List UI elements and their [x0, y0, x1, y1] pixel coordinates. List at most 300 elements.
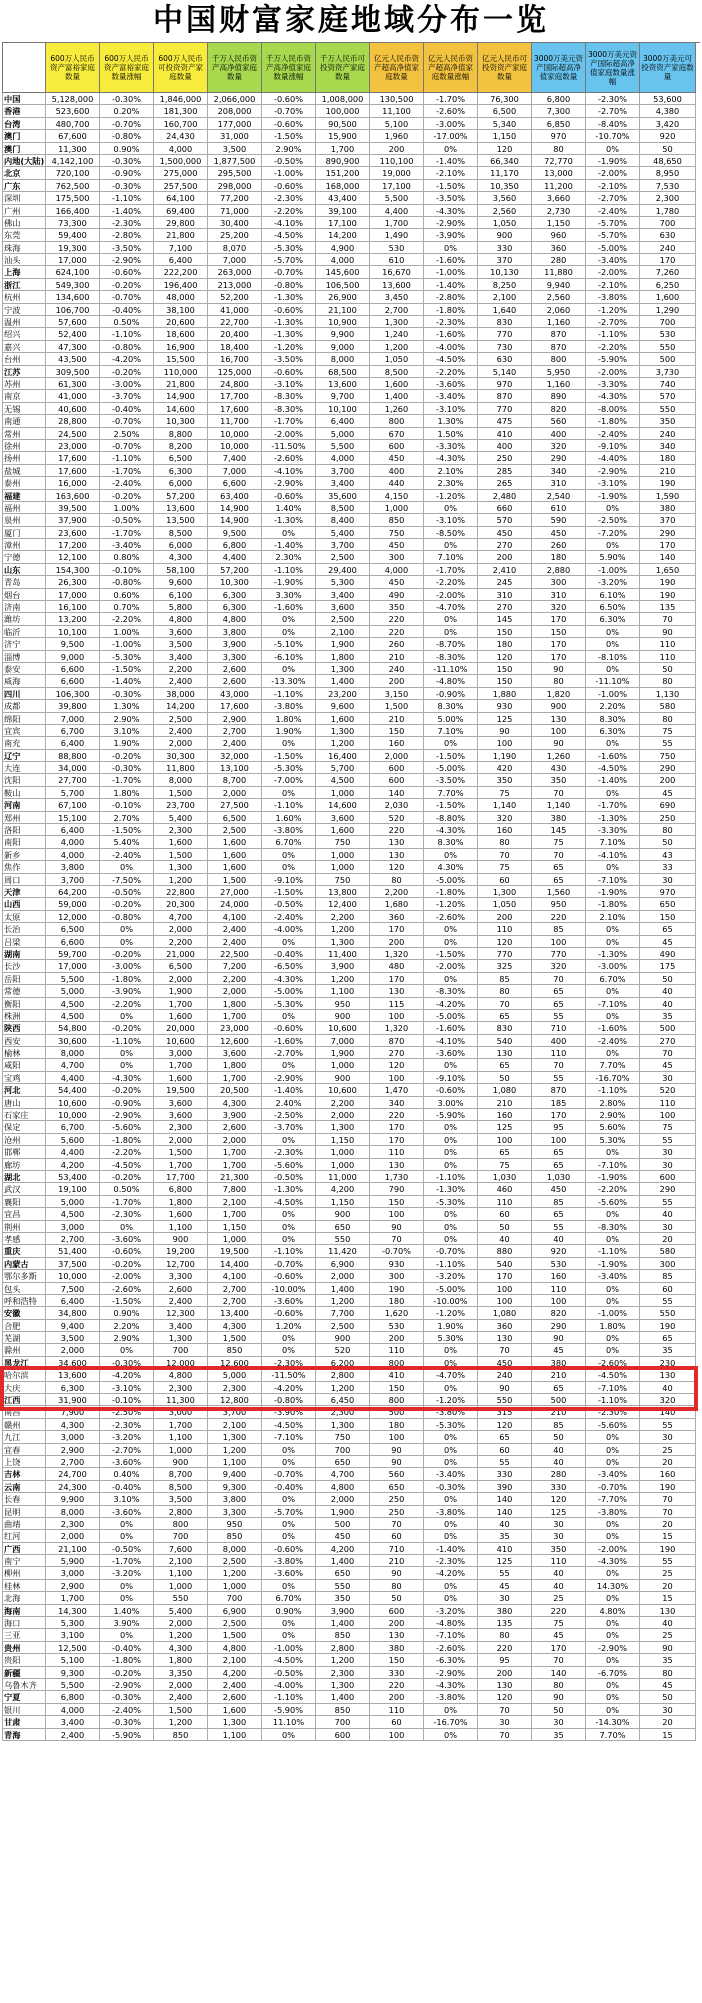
- table-row: [2, 1245, 700, 1257]
- value-cell: 7.10%: [424, 725, 478, 737]
- value-cell: 4,400: [46, 1072, 100, 1084]
- value-cell: -1.90%: [586, 1171, 640, 1183]
- value-cell: 3,300: [154, 1270, 208, 1282]
- value-cell: 4,300: [154, 1642, 208, 1654]
- value-cell: -2.60%: [262, 452, 316, 464]
- value-cell: 12,000: [46, 911, 100, 923]
- value-cell: -1.40%: [100, 205, 154, 217]
- value-cell: -1.10%: [262, 799, 316, 811]
- value-cell: 14,300: [46, 1605, 100, 1617]
- value-cell: 21,100: [46, 1543, 100, 1555]
- value-cell: 38,100: [154, 304, 208, 316]
- value-cell: 450: [532, 1183, 586, 1195]
- value-cell: 270: [478, 601, 532, 613]
- value-cell: 900: [316, 1072, 370, 1084]
- table-row: [2, 1035, 700, 1047]
- value-cell: 100: [532, 1295, 586, 1307]
- value-cell: 370: [640, 514, 696, 526]
- region-cell: 新疆: [2, 1667, 46, 1679]
- value-cell: 12,500: [46, 1642, 100, 1654]
- value-cell: -1.60%: [586, 1022, 640, 1034]
- value-cell: 85: [478, 973, 532, 985]
- value-cell: 0%: [262, 1456, 316, 1468]
- value-cell: 9,700: [316, 390, 370, 402]
- table-row: [2, 948, 700, 960]
- value-cell: 2,410: [478, 564, 532, 576]
- value-cell: 30: [640, 1704, 696, 1716]
- value-cell: 0%: [100, 1592, 154, 1604]
- value-cell: 0%: [424, 973, 478, 985]
- table-row: [2, 1196, 700, 1208]
- value-cell: 71,000: [208, 205, 262, 217]
- region-cell: 贵阳: [2, 1654, 46, 1666]
- value-cell: 26,900: [316, 291, 370, 303]
- region-cell: 荆州: [2, 1221, 46, 1233]
- value-cell: -3.40%: [424, 1468, 478, 1480]
- value-cell: -2.30%: [586, 93, 640, 105]
- value-cell: -4.50%: [100, 1159, 154, 1171]
- table-row: [2, 242, 700, 254]
- value-cell: 0%: [262, 1444, 316, 1456]
- value-cell: 6,300: [208, 589, 262, 601]
- value-cell: -5.00%: [424, 1283, 478, 1295]
- value-cell: 170: [370, 973, 424, 985]
- value-cell: 90: [532, 737, 586, 749]
- value-cell: 5,300: [316, 576, 370, 588]
- value-cell: -1.10%: [262, 1245, 316, 1257]
- value-cell: 6,000: [154, 539, 208, 551]
- value-cell: 1,700: [208, 1159, 262, 1171]
- value-cell: 110,100: [370, 155, 424, 167]
- table-row: [2, 502, 700, 514]
- value-cell: -2.70%: [100, 1444, 154, 1456]
- value-cell: -1.60%: [262, 601, 316, 613]
- value-cell: 0%: [586, 923, 640, 935]
- value-cell: 450: [370, 539, 424, 551]
- value-cell: 950: [316, 998, 370, 1010]
- value-cell: 3,100: [46, 1629, 100, 1641]
- value-cell: -7.70%: [586, 1493, 640, 1505]
- value-cell: 38,000: [154, 688, 208, 700]
- value-cell: 600: [640, 1171, 696, 1183]
- value-cell: -4.50%: [586, 762, 640, 774]
- value-cell: 1,700: [154, 1159, 208, 1171]
- value-cell: 3,800: [208, 1493, 262, 1505]
- value-cell: 0.90%: [262, 1605, 316, 1617]
- value-cell: 80: [532, 1679, 586, 1691]
- value-cell: 2.10%: [586, 911, 640, 923]
- value-cell: 40,600: [46, 403, 100, 415]
- table-row: [2, 1369, 700, 1381]
- value-cell: 15: [640, 1530, 696, 1542]
- value-cell: 0%: [262, 527, 316, 539]
- value-cell: -2.90%: [100, 1679, 154, 1691]
- value-cell: 500: [640, 353, 696, 365]
- value-cell: 220: [370, 1109, 424, 1121]
- value-cell: 1,200: [316, 1382, 370, 1394]
- region-cell: 中国: [2, 93, 46, 105]
- value-cell: 380: [532, 1357, 586, 1369]
- column-header: 600万人民币资产富裕家庭数量: [46, 43, 100, 93]
- value-cell: 21,100: [316, 304, 370, 316]
- value-cell: 0%: [586, 143, 640, 155]
- value-cell: 95: [532, 1121, 586, 1133]
- value-cell: 250: [478, 452, 532, 464]
- value-cell: 3,000: [154, 1406, 208, 1418]
- value-cell: -3.80%: [424, 1406, 478, 1418]
- value-cell: 70: [370, 1518, 424, 1530]
- value-cell: -0.20%: [100, 1667, 154, 1679]
- wealth-table: [2, 42, 700, 1741]
- value-cell: 1,640: [478, 304, 532, 316]
- value-cell: 100: [478, 1134, 532, 1146]
- value-cell: 70: [532, 1654, 586, 1666]
- value-cell: 100: [370, 1072, 424, 1084]
- value-cell: 9,940: [532, 279, 586, 291]
- value-cell: 2.90%: [262, 143, 316, 155]
- value-cell: -0.80%: [100, 341, 154, 353]
- value-cell: 1,200: [370, 341, 424, 353]
- value-cell: 7.70%: [586, 1059, 640, 1071]
- value-cell: 60: [478, 1208, 532, 1220]
- value-cell: 400: [370, 465, 424, 477]
- table-row: [2, 799, 700, 811]
- value-cell: 2,300: [208, 1382, 262, 1394]
- value-cell: 0%: [262, 1629, 316, 1641]
- value-cell: 68,500: [316, 366, 370, 378]
- value-cell: 6.10%: [586, 589, 640, 601]
- value-cell: -1.80%: [100, 1134, 154, 1146]
- value-cell: 9,400: [46, 1320, 100, 1332]
- value-cell: -3.80%: [586, 1506, 640, 1518]
- value-cell: 69,400: [154, 205, 208, 217]
- value-cell: 2,400: [46, 1729, 100, 1741]
- value-cell: -0.60%: [262, 1543, 316, 1555]
- value-cell: 2,600: [208, 1121, 262, 1133]
- value-cell: -5.30%: [424, 1196, 478, 1208]
- region-cell: 北京: [2, 167, 46, 179]
- value-cell: 45: [640, 1679, 696, 1691]
- value-cell: 1,200: [154, 1716, 208, 1728]
- value-cell: -1.20%: [424, 1394, 478, 1406]
- value-cell: 750: [316, 1431, 370, 1443]
- value-cell: -5.00%: [424, 874, 478, 886]
- value-cell: 13,600: [154, 502, 208, 514]
- value-cell: 10,000: [46, 1109, 100, 1121]
- value-cell: 135: [640, 601, 696, 613]
- region-cell: 淄博: [2, 651, 46, 663]
- value-cell: -1.50%: [424, 948, 478, 960]
- value-cell: 380: [640, 502, 696, 514]
- value-cell: 17,000: [46, 589, 100, 601]
- value-cell: 17,000: [46, 960, 100, 972]
- value-cell: 90: [370, 1456, 424, 1468]
- region-cell: 青岛: [2, 576, 46, 588]
- value-cell: 23,600: [46, 527, 100, 539]
- region-cell: 无锡: [2, 403, 46, 415]
- value-cell: 3,900: [316, 960, 370, 972]
- value-cell: -4.30%: [424, 1679, 478, 1691]
- value-cell: 4,142,100: [46, 155, 100, 167]
- value-cell: 210: [370, 713, 424, 725]
- value-cell: 24,700: [46, 1468, 100, 1480]
- value-cell: 40: [532, 1456, 586, 1468]
- table-row: [2, 1258, 700, 1270]
- table-row: [2, 1307, 700, 1319]
- value-cell: 1,700: [208, 1010, 262, 1022]
- value-cell: 730: [478, 341, 532, 353]
- value-cell: 1,820: [532, 688, 586, 700]
- value-cell: 3,600: [316, 812, 370, 824]
- value-cell: -2.90%: [586, 465, 640, 477]
- value-cell: 1,000: [316, 849, 370, 861]
- value-cell: 0%: [424, 1431, 478, 1443]
- value-cell: 2,800: [154, 1506, 208, 1518]
- value-cell: 850: [316, 1704, 370, 1716]
- value-cell: -2.30%: [262, 1357, 316, 1369]
- value-cell: 110,000: [154, 366, 208, 378]
- value-cell: 55: [640, 1555, 696, 1567]
- value-cell: -3.60%: [262, 1567, 316, 1579]
- value-cell: 32,000: [208, 750, 262, 762]
- value-cell: 59,700: [46, 948, 100, 960]
- value-cell: 3,600: [154, 1097, 208, 1109]
- value-cell: 3,800: [46, 861, 100, 873]
- value-cell: 154,300: [46, 564, 100, 576]
- value-cell: 2,200: [154, 663, 208, 675]
- value-cell: 0.70%: [100, 601, 154, 613]
- value-cell: 550: [640, 403, 696, 415]
- value-cell: 120: [478, 651, 532, 663]
- value-cell: 9,900: [46, 1493, 100, 1505]
- value-cell: -4.30%: [424, 452, 478, 464]
- value-cell: 0%: [424, 143, 478, 155]
- value-cell: 55: [640, 1295, 696, 1307]
- region-cell: 唐山: [2, 1097, 46, 1109]
- value-cell: -2.20%: [100, 1146, 154, 1158]
- value-cell: 85: [532, 1419, 586, 1431]
- value-cell: 55: [640, 737, 696, 749]
- value-cell: 800: [370, 1394, 424, 1406]
- region-cell: 临沂: [2, 626, 46, 638]
- region-cell: 济宁: [2, 638, 46, 650]
- value-cell: 2,500: [316, 1320, 370, 1332]
- region-cell: 河南: [2, 799, 46, 811]
- region-cell: 西安: [2, 1035, 46, 1047]
- value-cell: 65: [532, 1382, 586, 1394]
- value-cell: 50: [532, 1704, 586, 1716]
- value-cell: 5,000: [46, 985, 100, 997]
- value-cell: 1,000: [208, 1233, 262, 1245]
- value-cell: 2,200: [154, 936, 208, 948]
- table-row: [2, 1332, 700, 1344]
- value-cell: 1,700: [154, 1059, 208, 1071]
- value-cell: 55: [478, 1456, 532, 1468]
- value-cell: 900: [316, 1208, 370, 1220]
- value-cell: 3,600: [154, 1109, 208, 1121]
- value-cell: 50: [640, 1691, 696, 1703]
- value-cell: 12,300: [154, 1307, 208, 1319]
- value-cell: 0%: [262, 1344, 316, 1356]
- value-cell: 850: [370, 514, 424, 526]
- value-cell: 15,500: [154, 353, 208, 365]
- value-cell: 270: [370, 1047, 424, 1059]
- value-cell: 13,600: [46, 1369, 100, 1381]
- region-cell: 内地(大陆): [4, 155, 45, 166]
- table-row: [2, 973, 700, 985]
- value-cell: 43: [640, 849, 696, 861]
- value-cell: 624,100: [46, 266, 100, 278]
- value-cell: 1,900: [154, 985, 208, 997]
- value-cell: -2.10%: [586, 180, 640, 192]
- value-cell: 350: [316, 1592, 370, 1604]
- region-cell: 吉林: [2, 1468, 46, 1480]
- value-cell: 150: [478, 663, 532, 675]
- column-header: 千万人民币可投资资产家庭数量: [316, 43, 370, 93]
- value-cell: 65: [478, 1431, 532, 1443]
- value-cell: -1.30%: [262, 316, 316, 328]
- value-cell: 6,500: [154, 960, 208, 972]
- value-cell: 45: [640, 936, 696, 948]
- value-cell: 125: [478, 1555, 532, 1567]
- value-cell: 1,700: [316, 143, 370, 155]
- value-cell: 1,730: [370, 1171, 424, 1183]
- table-row: [2, 1691, 700, 1703]
- value-cell: 3.30%: [262, 589, 316, 601]
- table-row: [2, 130, 700, 142]
- value-cell: 170: [478, 1270, 532, 1282]
- value-cell: 340: [640, 440, 696, 452]
- value-cell: 8,700: [154, 1468, 208, 1480]
- value-cell: 0%: [586, 1456, 640, 1468]
- value-cell: 2,000: [154, 1679, 208, 1691]
- value-cell: 100: [370, 1208, 424, 1220]
- value-cell: -1.70%: [100, 1555, 154, 1567]
- value-cell: 1,780: [640, 205, 696, 217]
- value-cell: 530: [640, 328, 696, 340]
- table-row: [2, 688, 700, 700]
- table-row: [2, 1629, 700, 1641]
- value-cell: -4.20%: [424, 998, 478, 1010]
- value-cell: 175: [640, 960, 696, 972]
- value-cell: 106,500: [316, 279, 370, 291]
- region-cell: 银川: [2, 1704, 46, 1716]
- value-cell: -1.00%: [262, 1642, 316, 1654]
- region-cell: 绍兴: [2, 328, 46, 340]
- value-cell: 2,800: [316, 1642, 370, 1654]
- value-cell: -5.30%: [262, 998, 316, 1010]
- value-cell: -1.10%: [100, 328, 154, 340]
- value-cell: -0.30%: [100, 1716, 154, 1728]
- value-cell: 370: [478, 254, 532, 266]
- value-cell: 2.90%: [586, 1109, 640, 1121]
- value-cell: 65: [532, 874, 586, 886]
- value-cell: 11,200: [532, 180, 586, 192]
- value-cell: 170: [532, 1109, 586, 1121]
- value-cell: -3.50%: [100, 242, 154, 254]
- table-row: [2, 1357, 700, 1369]
- value-cell: 6,000: [154, 477, 208, 489]
- value-cell: 52,200: [208, 291, 262, 303]
- value-cell: 3,000: [154, 1047, 208, 1059]
- value-cell: 800: [532, 353, 586, 365]
- table-row: [2, 1171, 700, 1183]
- value-cell: 200: [370, 143, 424, 155]
- value-cell: 530: [532, 1258, 586, 1270]
- value-cell: 2,066,000: [208, 93, 262, 105]
- value-cell: 4,000: [46, 836, 100, 848]
- value-cell: 13,000: [532, 167, 586, 179]
- value-cell: 65: [640, 1332, 696, 1344]
- value-cell: 550: [640, 1307, 696, 1319]
- value-cell: 2.30%: [424, 477, 478, 489]
- value-cell: 870: [532, 1084, 586, 1096]
- value-cell: 380: [478, 1605, 532, 1617]
- value-cell: 0%: [424, 1704, 478, 1716]
- column-header: 3000万美元资产国际超高净值家庭数量: [532, 43, 586, 93]
- value-cell: 90: [370, 1567, 424, 1579]
- value-cell: -0.20%: [100, 750, 154, 762]
- value-cell: 1,100: [154, 1221, 208, 1233]
- table-row: [2, 452, 700, 464]
- value-cell: 7.70%: [424, 787, 478, 799]
- value-cell: 1,700: [154, 998, 208, 1010]
- value-cell: 15,900: [316, 130, 370, 142]
- value-cell: -8.10%: [586, 651, 640, 663]
- table-row: [2, 1010, 700, 1022]
- value-cell: 450: [478, 1357, 532, 1369]
- value-cell: 650: [316, 1567, 370, 1579]
- region-cell: 山西: [2, 898, 46, 910]
- value-cell: 340: [532, 465, 586, 477]
- value-cell: 130: [370, 985, 424, 997]
- value-cell: 0%: [262, 1134, 316, 1146]
- value-cell: 6,500: [208, 812, 262, 824]
- value-cell: -2.30%: [100, 1208, 154, 1220]
- value-cell: 24,300: [46, 1481, 100, 1493]
- value-cell: 90: [478, 1382, 532, 1394]
- value-cell: 11,300: [46, 143, 100, 155]
- value-cell: -2.20%: [100, 998, 154, 1010]
- value-cell: 2,500: [316, 551, 370, 563]
- value-cell: -2.40%: [100, 1704, 154, 1716]
- value-cell: 25: [640, 1629, 696, 1641]
- value-cell: 8,800: [154, 428, 208, 440]
- table-row: [2, 1654, 700, 1666]
- value-cell: -4.00%: [262, 1679, 316, 1691]
- value-cell: 11,420: [316, 1245, 370, 1257]
- value-cell: 50: [370, 1592, 424, 1604]
- value-cell: 1,600: [370, 378, 424, 390]
- value-cell: 1.40%: [262, 502, 316, 514]
- region-cell: 苏州: [2, 378, 46, 390]
- value-cell: 0%: [424, 1134, 478, 1146]
- value-cell: -4.70%: [424, 601, 478, 613]
- value-cell: 6,600: [46, 936, 100, 948]
- value-cell: 9,000: [316, 341, 370, 353]
- value-cell: 6,250: [640, 279, 696, 291]
- value-cell: 2.40%: [262, 1097, 316, 1109]
- value-cell: 65: [532, 1159, 586, 1171]
- value-cell: 1,300: [316, 663, 370, 675]
- value-cell: 2.80%: [586, 1097, 640, 1109]
- value-cell: 16,900: [154, 341, 208, 353]
- value-cell: -4.20%: [424, 1567, 478, 1579]
- value-cell: 20,600: [154, 316, 208, 328]
- value-cell: 6,100: [154, 589, 208, 601]
- table-row: [2, 589, 700, 601]
- value-cell: 1,050: [370, 353, 424, 365]
